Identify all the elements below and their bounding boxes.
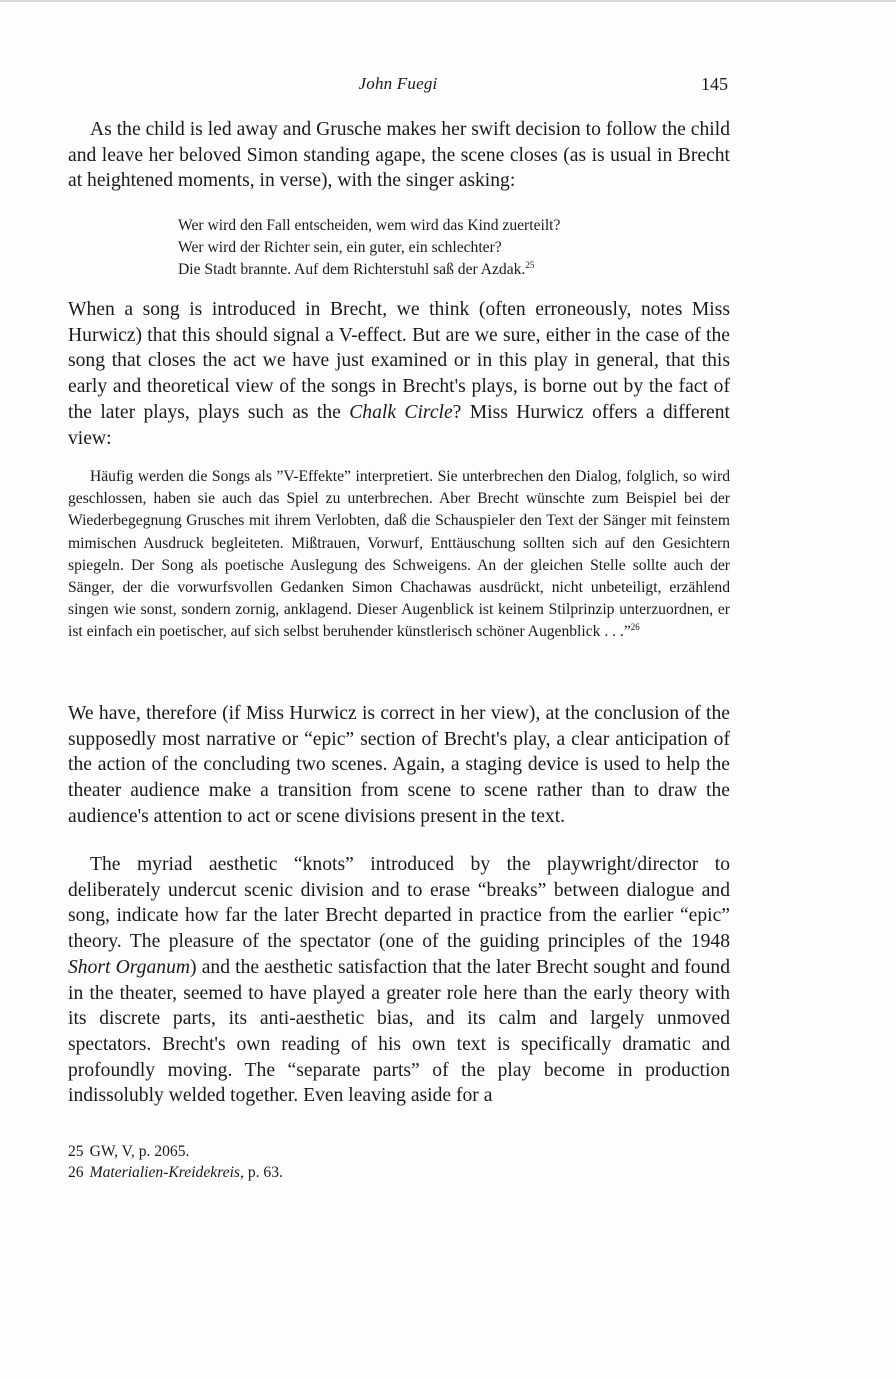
page-number: 145 [701, 74, 728, 94]
paragraph-2-text-b: ? Miss Hurwicz offers a different view: [68, 401, 730, 449]
block-quote-text: Häufig werden die Songs als ”V-Effekte” interpretiert. Sie unterbrechen den Dialog, folglich, so wird geschlossen, haben sie auch das Spiel zu unterbrechen. Aber Brecht wünschte zum Beispiel bei der Wiederbegegnung Grusches mit ihrem Verlobten, daß die Schauspieler den Text der Sänger mit feinstem mimischen Ausdruck begleiteten. Mißtrauen, Vorwurf, Enttäuschung sollten sich auf den Gesichtern spiegeln. Der Song als poetische Auslegung des Schweigens. An der gleichen Stelle sollte auch der Sänger, der die vorwurfsvollen Gedanken Simon Chachawas ausdrückt, nicht unbeteiligt, erzählend singen wie sonst, sondern zornig, anklagend. Dieser Augenblick ist keinem Stilprinzip unterzuordnen, er ist einfach ein poetischer, auf sich selbst beruhender künstlerisch schöner Augenblick . . .” [68, 468, 730, 641]
footnotes [68, 1141, 283, 1183]
paragraph-4-text-b: ) and the aesthetic satisfaction that the later Brecht sought and found in the theater, seemed to have played a greater role here than the early theory with its discrete parts, its anti-aesthetic bias, and its calm and largely unmoved spectators. Brecht's own reading of his own text is specifically dramatic and profoundly moving. The “separate parts” of the play become in production indissolubly welded together. Even leaving aside for a [68, 956, 730, 1107]
paragraph-2 [68, 297, 730, 451]
running-head: John Fuegi [358, 74, 438, 93]
scan-edge [0, 0, 896, 2]
verse-line-3 [178, 259, 560, 281]
paragraph-1: As the child is led away and Grusche makes her swift decision to follow the child and leave her beloved Simon standing agape, the scene closes (as is usual in Brecht at heightened moments, in verse), with the singer asking: [68, 119, 730, 192]
verse-quote [178, 215, 560, 281]
paragraph-4-text-a: The myriad aesthetic “knots” introduced by the playwright/director to deliberately undercut scenic division and to erase “breaks” between dialogue and song, indicate how far the later Brecht departed in practice from the earlier “epic” theory. The pleasure of the spectator (one of the guiding principles of the 1948 [68, 854, 730, 953]
title-short-organum: Short Organum [68, 956, 191, 978]
verse-line-2: Wer wird der Richter sein, ein guter, ein schlechter? [178, 239, 502, 256]
footnote-26 [68, 1162, 283, 1183]
page-header [68, 74, 728, 100]
title-chalk-circle: Chalk Circle [349, 401, 453, 423]
paragraph-2-text-a: When a song is introduced in Brecht, we think (often erroneously, notes Miss Hurwicz) that this should signal a V-effect. But are we sure, either in the case of the song that closes the act we have just examined or in this play in general, that this early and theoretical view of the songs in Brecht's plays, is borne out by the fact of the later plays, plays such as the [68, 299, 730, 423]
verse-line-3-text: Die Stadt brannte. Auf dem Richterstuhl saß der Azdak. [178, 261, 526, 278]
footnote-number: 26 [68, 1164, 84, 1181]
footnote-ref-26: 26 [630, 622, 640, 633]
paragraph-3: We have, therefore (if Miss Hurwicz is correct in her view), at the conclusion of the supposedly most narrative or “epic” section of Brecht's play, a clear anticipation of the action of the concluding two scenes. Again, a staging device is used to help the theater audience make a transition from scene to scene rather than to draw the audience's attention to act or scene divisions present in the text. [68, 703, 730, 827]
verse-line-1: Wer wird den Fall entscheiden, wem wird das Kind zuerteilt? [178, 217, 561, 234]
footnote-text: GW, V, p. 2065. [89, 1143, 190, 1160]
footnote-ref-25: 25 [525, 260, 535, 270]
footnote-title: Materialien-Kreidekreis [89, 1164, 241, 1181]
paragraph-4 [68, 852, 730, 1109]
footnote-text: , p. 63. [240, 1164, 283, 1181]
block-quote [68, 466, 730, 644]
footnote-25 [68, 1141, 283, 1162]
footnote-number: 25 [68, 1143, 84, 1160]
